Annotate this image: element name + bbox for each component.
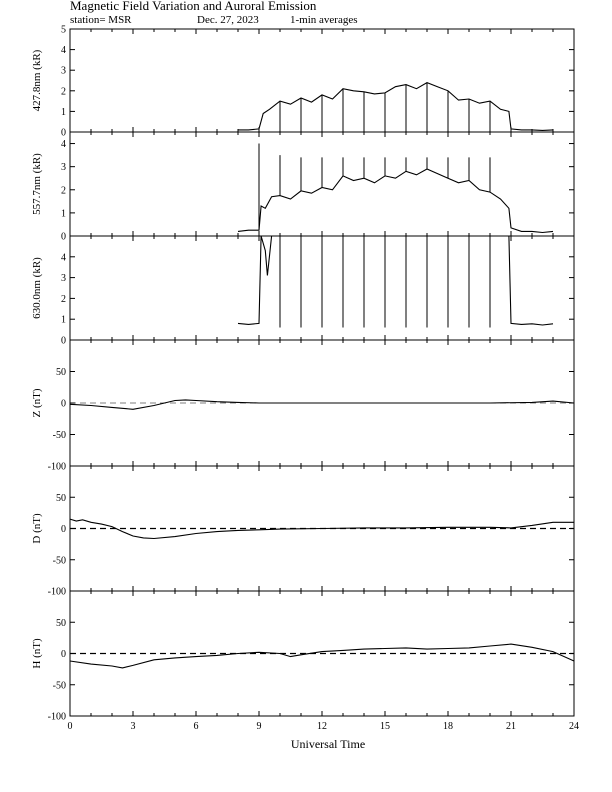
y-tick-label: 4	[61, 45, 66, 57]
panel-4	[31, 466, 574, 598]
y-tick-label: 0	[61, 335, 66, 347]
y-tick-label: 50	[56, 367, 66, 378]
y-tick-label: -100	[47, 461, 66, 473]
y-tick-label: 2	[61, 185, 66, 197]
y-axis-label: H (nT)	[31, 638, 43, 669]
y-tick-label: 4	[61, 252, 66, 264]
y-tick-label: 1	[61, 314, 66, 326]
panel-0	[31, 25, 574, 139]
y-tick-label: 0	[61, 524, 66, 535]
y-tick-label: 4	[61, 139, 66, 151]
y-axis-label: 427.8nm (kR)	[31, 49, 43, 112]
y-tick-label: -50	[52, 680, 66, 692]
y-tick-label: -100	[47, 586, 66, 598]
x-tick-label: 0	[67, 721, 73, 732]
y-tick-label: 0	[61, 127, 66, 139]
panel-3	[31, 340, 574, 473]
y-tick-label: 50	[56, 617, 66, 629]
series-line-0	[70, 644, 574, 668]
y-tick-label: -100	[47, 711, 66, 723]
y-axis-label: 630.0nm (kR)	[31, 257, 43, 319]
y-tick-label: 3	[61, 273, 66, 285]
y-tick-label: 1	[61, 106, 66, 118]
station-label: station= MSR	[70, 14, 132, 26]
panel-5	[31, 591, 574, 723]
y-axis-label: 557.7nm (kR)	[31, 153, 43, 215]
x-tick-label: 21	[506, 721, 516, 732]
y-axis-label: Z (nT)	[31, 388, 43, 418]
y-axis-label: D (nT)	[31, 513, 43, 544]
panels	[31, 25, 579, 733]
x-axis-label: Universal Time	[290, 737, 366, 751]
x-tick-label: 15	[380, 721, 390, 732]
series-line-0	[238, 83, 553, 131]
y-tick-label: 0	[61, 649, 66, 660]
x-tick-label: 9	[256, 721, 262, 732]
figure-title: Magnetic Field Variation and Auroral Emission	[70, 0, 317, 13]
x-tick-label: 6	[193, 721, 199, 732]
x-tick-label: 3	[130, 721, 136, 732]
x-tick-label: 24	[569, 721, 579, 732]
y-tick-label: -50	[52, 430, 66, 441]
date-label: Dec. 27, 2023	[197, 14, 259, 26]
series-line-0	[238, 169, 553, 233]
y-tick-label: 0	[61, 398, 66, 410]
y-tick-label: 2	[61, 293, 66, 305]
y-tick-label: 3	[61, 162, 66, 174]
averaging-label: 1-min averages	[290, 14, 358, 26]
y-tick-label: 5	[61, 24, 66, 36]
series-line-0	[70, 400, 574, 409]
panel-2	[31, 236, 574, 347]
y-tick-label: -50	[52, 555, 66, 567]
y-tick-label: 3	[61, 65, 66, 77]
y-tick-label: 50	[56, 492, 66, 504]
x-tick-label: 18	[443, 721, 453, 732]
x-tick-label: 12	[317, 721, 327, 732]
y-tick-label: 1	[61, 208, 66, 220]
y-tick-label: 2	[61, 86, 66, 98]
panel-1	[31, 132, 574, 243]
series-line-0	[238, 236, 553, 325]
y-tick-label: 0	[61, 231, 66, 243]
